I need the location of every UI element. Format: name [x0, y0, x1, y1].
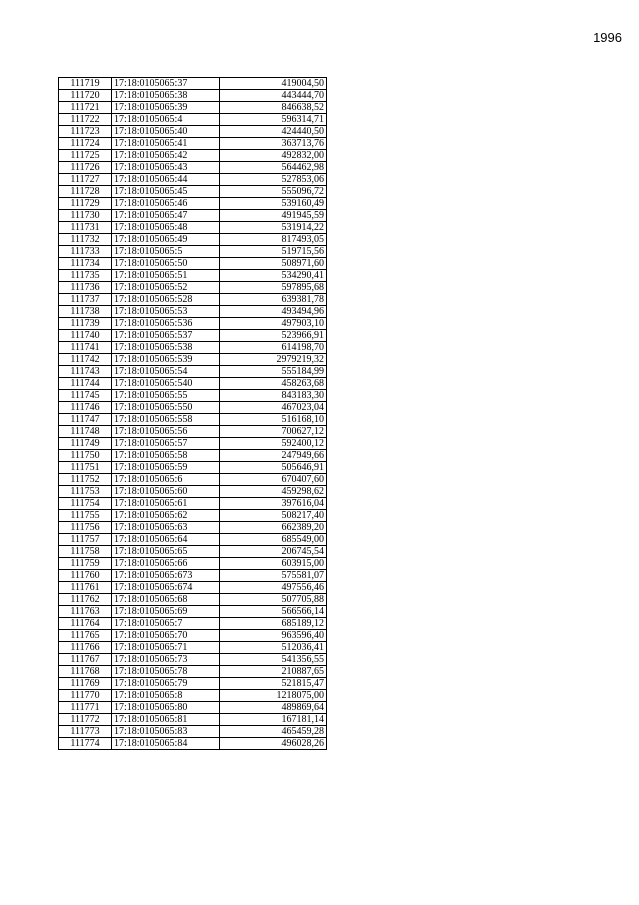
row-number-cell: 111771	[59, 702, 112, 714]
cadastral-number-cell: 17:18:0105065:528	[112, 294, 220, 306]
row-number-cell: 111724	[59, 138, 112, 150]
row-number-cell: 111761	[59, 582, 112, 594]
table-row	[59, 210, 327, 222]
row-number-cell: 111730	[59, 210, 112, 222]
cadastral-value-cell: 685549,00	[220, 534, 327, 546]
cadastral-value-cell: 1218075,00	[220, 690, 327, 702]
row-number-cell: 111743	[59, 366, 112, 378]
cadastral-number-cell: 17:18:0105065:41	[112, 138, 220, 150]
table-row	[59, 90, 327, 102]
cadastral-number-cell: 17:18:0105065:66	[112, 558, 220, 570]
cadastral-number-cell: 17:18:0105065:536	[112, 318, 220, 330]
cadastral-number-cell: 17:18:0105065:37	[112, 78, 220, 90]
table-row	[59, 690, 327, 702]
row-number-cell: 111737	[59, 294, 112, 306]
cadastral-value-cell: 566566,14	[220, 606, 327, 618]
table-row	[59, 558, 327, 570]
table-row	[59, 246, 327, 258]
table-row	[59, 582, 327, 594]
cadastral-value-cell: 167181,14	[220, 714, 327, 726]
cadastral-value-cell: 492832,00	[220, 150, 327, 162]
cadastral-value-cell: 670407,60	[220, 474, 327, 486]
cadastral-value-cell: 555184,99	[220, 366, 327, 378]
cadastral-number-cell: 17:18:0105065:8	[112, 690, 220, 702]
cadastral-value-cell: 459298,62	[220, 486, 327, 498]
table-row	[59, 666, 327, 678]
table-row	[59, 438, 327, 450]
cadastral-value-cell: 527853,06	[220, 174, 327, 186]
cadastral-number-cell: 17:18:0105065:60	[112, 486, 220, 498]
cadastral-number-cell: 17:18:0105065:80	[112, 702, 220, 714]
cadastral-number-cell: 17:18:0105065:673	[112, 570, 220, 582]
cadastral-number-cell: 17:18:0105065:537	[112, 330, 220, 342]
table-row	[59, 234, 327, 246]
row-number-cell: 111766	[59, 642, 112, 654]
cadastral-value-cell: 700627,12	[220, 426, 327, 438]
cadastral-number-cell: 17:18:0105065:51	[112, 270, 220, 282]
row-number-cell: 111758	[59, 546, 112, 558]
table-row	[59, 342, 327, 354]
row-number-cell: 111723	[59, 126, 112, 138]
table-row	[59, 174, 327, 186]
cadastral-value-cell: 555096,72	[220, 186, 327, 198]
cadastral-number-cell: 17:18:0105065:68	[112, 594, 220, 606]
cadastral-value-cell: 424440,50	[220, 126, 327, 138]
cadastral-number-cell: 17:18:0105065:550	[112, 402, 220, 414]
table-row	[59, 606, 327, 618]
table-row	[59, 570, 327, 582]
cadastral-value-cell: 465459,28	[220, 726, 327, 738]
row-number-cell: 111719	[59, 78, 112, 90]
row-number-cell: 111720	[59, 90, 112, 102]
row-number-cell: 111744	[59, 378, 112, 390]
cadastral-number-cell: 17:18:0105065:47	[112, 210, 220, 222]
table-row	[59, 222, 327, 234]
cadastral-number-cell: 17:18:0105065:7	[112, 618, 220, 630]
row-number-cell: 111762	[59, 594, 112, 606]
cadastral-number-cell: 17:18:0105065:62	[112, 510, 220, 522]
row-number-cell: 111752	[59, 474, 112, 486]
cadastral-value-cell: 2979219,32	[220, 354, 327, 366]
cadastral-value-cell: 531914,22	[220, 222, 327, 234]
table-row	[59, 738, 327, 750]
cadastral-value-cell: 497903,10	[220, 318, 327, 330]
row-number-cell: 111729	[59, 198, 112, 210]
table-body	[59, 78, 327, 750]
cadastral-number-cell: 17:18:0105065:57	[112, 438, 220, 450]
table-row	[59, 102, 327, 114]
table-row	[59, 402, 327, 414]
cadastral-number-cell: 17:18:0105065:49	[112, 234, 220, 246]
cadastral-number-cell: 17:18:0105065:45	[112, 186, 220, 198]
cadastral-number-cell: 17:18:0105065:71	[112, 642, 220, 654]
cadastral-value-cell: 493494,96	[220, 306, 327, 318]
table-row	[59, 294, 327, 306]
table-row	[59, 354, 327, 366]
table-row	[59, 198, 327, 210]
cadastral-value-cell: 685189,12	[220, 618, 327, 630]
cadastral-number-cell: 17:18:0105065:55	[112, 390, 220, 402]
row-number-cell: 111755	[59, 510, 112, 522]
cadastral-number-cell: 17:18:0105065:558	[112, 414, 220, 426]
row-number-cell: 111765	[59, 630, 112, 642]
row-number-cell: 111759	[59, 558, 112, 570]
cadastral-value-cell: 508217,40	[220, 510, 327, 522]
table-row	[59, 474, 327, 486]
row-number-cell: 111757	[59, 534, 112, 546]
cadastral-value-cell: 516168,10	[220, 414, 327, 426]
table-row	[59, 114, 327, 126]
cadastral-value-cell: 592400,12	[220, 438, 327, 450]
table-row	[59, 138, 327, 150]
cadastral-value-cell: 521815,47	[220, 678, 327, 690]
cadastral-value-cell: 817493,05	[220, 234, 327, 246]
row-number-cell: 111751	[59, 462, 112, 474]
cadastral-number-cell: 17:18:0105065:39	[112, 102, 220, 114]
cadastral-value-cell: 564462,98	[220, 162, 327, 174]
table-row	[59, 318, 327, 330]
cadastral-number-cell: 17:18:0105065:70	[112, 630, 220, 642]
cadastral-value-cell: 247949,66	[220, 450, 327, 462]
cadastral-value-cell: 505646,91	[220, 462, 327, 474]
cadastral-number-cell: 17:18:0105065:42	[112, 150, 220, 162]
cadastral-number-cell: 17:18:0105065:538	[112, 342, 220, 354]
cadastral-number-cell: 17:18:0105065:540	[112, 378, 220, 390]
cadastral-value-cell: 458263,68	[220, 378, 327, 390]
row-number-cell: 111750	[59, 450, 112, 462]
cadastral-number-cell: 17:18:0105065:54	[112, 366, 220, 378]
cadastral-value-cell: 512036,41	[220, 642, 327, 654]
row-number-cell: 111747	[59, 414, 112, 426]
table-row	[59, 642, 327, 654]
row-number-cell: 111728	[59, 186, 112, 198]
table-row	[59, 186, 327, 198]
cadastral-value-cell: 534290,41	[220, 270, 327, 282]
cadastral-number-cell: 17:18:0105065:65	[112, 546, 220, 558]
table-row	[59, 126, 327, 138]
cadastral-value-cell: 206745,54	[220, 546, 327, 558]
row-number-cell: 111734	[59, 258, 112, 270]
cadastral-value-cell: 419004,50	[220, 78, 327, 90]
row-number-cell: 111768	[59, 666, 112, 678]
cadastral-number-cell: 17:18:0105065:4	[112, 114, 220, 126]
cadastral-number-cell: 17:18:0105065:38	[112, 90, 220, 102]
row-number-cell: 111725	[59, 150, 112, 162]
cadastral-number-cell: 17:18:0105065:5	[112, 246, 220, 258]
cadastral-value-table	[58, 77, 327, 750]
table-row	[59, 306, 327, 318]
cadastral-number-cell: 17:18:0105065:46	[112, 198, 220, 210]
cadastral-value-cell: 489869,64	[220, 702, 327, 714]
table-row	[59, 522, 327, 534]
cadastral-number-cell: 17:18:0105065:50	[112, 258, 220, 270]
row-number-cell: 111727	[59, 174, 112, 186]
row-number-cell: 111767	[59, 654, 112, 666]
table-row	[59, 702, 327, 714]
cadastral-number-cell: 17:18:0105065:48	[112, 222, 220, 234]
cadastral-value-cell: 519715,56	[220, 246, 327, 258]
row-number-cell: 111726	[59, 162, 112, 174]
table-row	[59, 150, 327, 162]
cadastral-value-cell: 496028,26	[220, 738, 327, 750]
table-row	[59, 534, 327, 546]
table-row	[59, 378, 327, 390]
page-number: 1996	[593, 30, 622, 45]
cadastral-number-cell: 17:18:0105065:83	[112, 726, 220, 738]
row-number-cell: 111754	[59, 498, 112, 510]
cadastral-value-cell: 539160,49	[220, 198, 327, 210]
row-number-cell: 111739	[59, 318, 112, 330]
cadastral-number-cell: 17:18:0105065:56	[112, 426, 220, 438]
cadastral-number-cell: 17:18:0105065:69	[112, 606, 220, 618]
row-number-cell: 111738	[59, 306, 112, 318]
row-number-cell: 111773	[59, 726, 112, 738]
row-number-cell: 111746	[59, 402, 112, 414]
row-number-cell: 111722	[59, 114, 112, 126]
cadastral-number-cell: 17:18:0105065:674	[112, 582, 220, 594]
table-row	[59, 510, 327, 522]
table-row	[59, 78, 327, 90]
cadastral-number-cell: 17:18:0105065:43	[112, 162, 220, 174]
table-row	[59, 726, 327, 738]
row-number-cell: 111753	[59, 486, 112, 498]
cadastral-number-cell: 17:18:0105065:64	[112, 534, 220, 546]
table-row	[59, 450, 327, 462]
cadastral-value-cell: 497556,46	[220, 582, 327, 594]
table-row	[59, 498, 327, 510]
table-row	[59, 654, 327, 666]
cadastral-value-cell: 596314,71	[220, 114, 327, 126]
cadastral-number-cell: 17:18:0105065:73	[112, 654, 220, 666]
row-number-cell: 111774	[59, 738, 112, 750]
row-number-cell: 111721	[59, 102, 112, 114]
cadastral-value-cell: 523966,91	[220, 330, 327, 342]
cadastral-value-cell: 843183,30	[220, 390, 327, 402]
table-row	[59, 546, 327, 558]
row-number-cell: 111764	[59, 618, 112, 630]
cadastral-value-cell: 639381,78	[220, 294, 327, 306]
cadastral-value-cell: 467023,04	[220, 402, 327, 414]
cadastral-number-cell: 17:18:0105065:63	[112, 522, 220, 534]
cadastral-value-cell: 443444,70	[220, 90, 327, 102]
cadastral-number-cell: 17:18:0105065:539	[112, 354, 220, 366]
table-row	[59, 462, 327, 474]
cadastral-value-cell: 597895,68	[220, 282, 327, 294]
table-row	[59, 678, 327, 690]
table-row	[59, 714, 327, 726]
cadastral-number-cell: 17:18:0105065:40	[112, 126, 220, 138]
row-number-cell: 111748	[59, 426, 112, 438]
table-row	[59, 594, 327, 606]
cadastral-value-cell: 363713,76	[220, 138, 327, 150]
cadastral-value-cell: 491945,59	[220, 210, 327, 222]
table-row	[59, 366, 327, 378]
cadastral-number-cell: 17:18:0105065:53	[112, 306, 220, 318]
cadastral-value-cell: 662389,20	[220, 522, 327, 534]
table-row	[59, 258, 327, 270]
cadastral-number-cell: 17:18:0105065:59	[112, 462, 220, 474]
cadastral-value-cell: 507705,88	[220, 594, 327, 606]
table-row	[59, 618, 327, 630]
row-number-cell: 111735	[59, 270, 112, 282]
row-number-cell: 111742	[59, 354, 112, 366]
cadastral-value-cell: 397616,04	[220, 498, 327, 510]
table-row	[59, 486, 327, 498]
cadastral-value-cell: 210887,65	[220, 666, 327, 678]
row-number-cell: 111769	[59, 678, 112, 690]
table-row	[59, 162, 327, 174]
row-number-cell: 111763	[59, 606, 112, 618]
table-row	[59, 414, 327, 426]
cadastral-number-cell: 17:18:0105065:81	[112, 714, 220, 726]
row-number-cell: 111736	[59, 282, 112, 294]
table-row	[59, 426, 327, 438]
table-row	[59, 282, 327, 294]
row-number-cell: 111756	[59, 522, 112, 534]
row-number-cell: 111760	[59, 570, 112, 582]
row-number-cell: 111740	[59, 330, 112, 342]
row-number-cell: 111770	[59, 690, 112, 702]
row-number-cell: 111731	[59, 222, 112, 234]
cadastral-number-cell: 17:18:0105065:52	[112, 282, 220, 294]
cadastral-number-cell: 17:18:0105065:61	[112, 498, 220, 510]
table-row	[59, 270, 327, 282]
cadastral-value-cell: 963596,40	[220, 630, 327, 642]
row-number-cell: 111772	[59, 714, 112, 726]
cadastral-number-cell: 17:18:0105065:84	[112, 738, 220, 750]
row-number-cell: 111745	[59, 390, 112, 402]
table-row	[59, 330, 327, 342]
cadastral-number-cell: 17:18:0105065:79	[112, 678, 220, 690]
row-number-cell: 111749	[59, 438, 112, 450]
cadastral-value-cell: 508971,60	[220, 258, 327, 270]
row-number-cell: 111733	[59, 246, 112, 258]
row-number-cell: 111732	[59, 234, 112, 246]
cadastral-number-cell: 17:18:0105065:58	[112, 450, 220, 462]
cadastral-value-cell: 541356,55	[220, 654, 327, 666]
cadastral-value-cell: 575581,07	[220, 570, 327, 582]
cadastral-value-cell: 603915,00	[220, 558, 327, 570]
row-number-cell: 111741	[59, 342, 112, 354]
cadastral-value-cell: 614198,70	[220, 342, 327, 354]
table-row	[59, 630, 327, 642]
table-row	[59, 390, 327, 402]
cadastral-number-cell: 17:18:0105065:78	[112, 666, 220, 678]
cadastral-value-cell: 846638,52	[220, 102, 327, 114]
cadastral-number-cell: 17:18:0105065:44	[112, 174, 220, 186]
cadastral-number-cell: 17:18:0105065:6	[112, 474, 220, 486]
